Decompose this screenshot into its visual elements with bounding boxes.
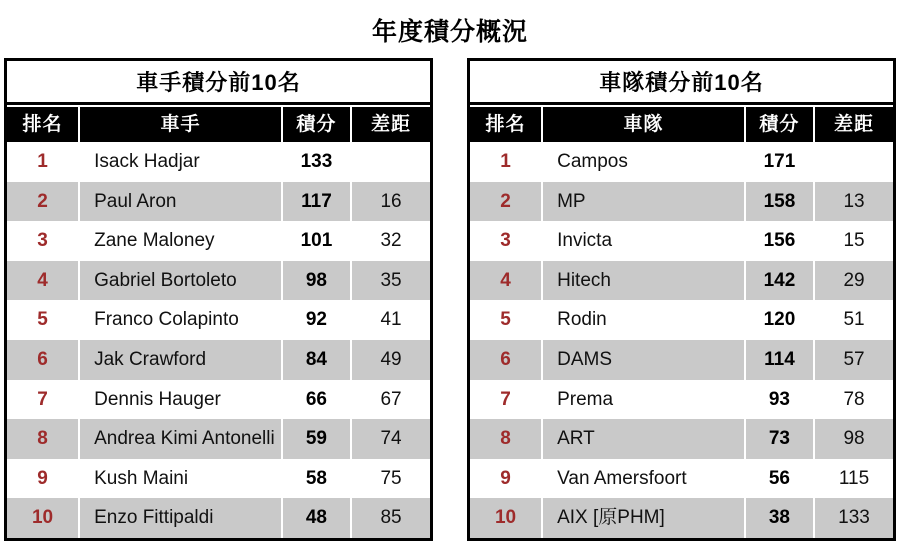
name-cell: Invicta xyxy=(543,221,744,261)
points-cell: 120 xyxy=(746,300,813,340)
gap-cell: 67 xyxy=(352,380,430,420)
driver-column-header-row xyxy=(7,105,430,142)
table-row xyxy=(7,498,430,538)
points-cell: 58 xyxy=(283,459,350,499)
table-row xyxy=(470,498,893,538)
table-row xyxy=(470,380,893,420)
points-cell: 93 xyxy=(746,380,813,420)
table-row xyxy=(7,419,430,459)
name-cell: Enzo Fittipaldi xyxy=(80,498,281,538)
page-title: 年度積分概況 xyxy=(371,18,528,46)
driver-column-header-gap: 差距 xyxy=(352,107,430,142)
points-cell: 142 xyxy=(746,261,813,301)
gap-cell: 49 xyxy=(352,340,430,380)
gap-cell: 29 xyxy=(815,261,893,301)
points-cell: 38 xyxy=(746,498,813,538)
points-cell: 114 xyxy=(746,340,813,380)
team-column-header-rank: 排名 xyxy=(470,107,541,142)
table-row xyxy=(470,300,893,340)
name-cell: Andrea Kimi Antonelli xyxy=(80,419,281,459)
table-row xyxy=(470,340,893,380)
team-table-rows xyxy=(470,142,893,538)
rank-cell: 5 xyxy=(7,300,78,340)
gap-cell: 41 xyxy=(352,300,430,340)
name-cell: Paul Aron xyxy=(80,182,281,222)
rank-cell: 10 xyxy=(7,498,78,538)
team-standings-table xyxy=(467,58,896,541)
gap-cell: 16 xyxy=(352,182,430,222)
gap-cell: 51 xyxy=(815,300,893,340)
table-row xyxy=(470,142,893,182)
points-cell: 171 xyxy=(746,142,813,182)
table-row xyxy=(7,340,430,380)
name-cell: Prema xyxy=(543,380,744,420)
team-column-header-gap: 差距 xyxy=(815,107,893,142)
driver-table-title: 車手積分前10名 xyxy=(7,61,430,105)
driver-column-header-name: 車手 xyxy=(80,107,281,142)
rank-cell: 6 xyxy=(7,340,78,380)
name-cell: Zane Maloney xyxy=(80,221,281,261)
points-cell: 73 xyxy=(746,419,813,459)
rank-cell: 10 xyxy=(470,498,541,538)
team-table-title: 車隊積分前10名 xyxy=(470,61,893,105)
gap-cell xyxy=(352,142,430,182)
gap-cell: 32 xyxy=(352,221,430,261)
driver-column-header-rank: 排名 xyxy=(7,107,78,142)
name-cell: Jak Crawford xyxy=(80,340,281,380)
gap-cell: 85 xyxy=(352,498,430,538)
name-cell: Gabriel Bortoleto xyxy=(80,261,281,301)
points-cell: 48 xyxy=(283,498,350,538)
rank-cell: 7 xyxy=(7,380,78,420)
points-cell: 133 xyxy=(283,142,350,182)
table-row xyxy=(470,182,893,222)
rank-cell: 2 xyxy=(470,182,541,222)
name-cell: Kush Maini xyxy=(80,459,281,499)
points-cell: 92 xyxy=(283,300,350,340)
table-row xyxy=(7,261,430,301)
name-cell: Hitech xyxy=(543,261,744,301)
team-column-header-points: 積分 xyxy=(746,107,813,142)
tables-container xyxy=(0,58,900,541)
gap-cell: 115 xyxy=(815,459,893,499)
rank-cell: 5 xyxy=(470,300,541,340)
team-column-header-name: 車隊 xyxy=(543,107,744,142)
name-cell: Franco Colapinto xyxy=(80,300,281,340)
driver-standings-table xyxy=(4,58,433,541)
name-cell: Campos xyxy=(543,142,744,182)
gap-cell: 74 xyxy=(352,419,430,459)
table-row xyxy=(7,221,430,261)
name-cell: Rodin xyxy=(543,300,744,340)
points-cell: 56 xyxy=(746,459,813,499)
rank-cell: 2 xyxy=(7,182,78,222)
gap-cell: 15 xyxy=(815,221,893,261)
rank-cell: 4 xyxy=(7,261,78,301)
rank-cell: 4 xyxy=(470,261,541,301)
table-row xyxy=(470,221,893,261)
name-cell: DAMS xyxy=(543,340,744,380)
points-cell: 84 xyxy=(283,340,350,380)
points-cell: 101 xyxy=(283,221,350,261)
points-cell: 66 xyxy=(283,380,350,420)
gap-cell: 35 xyxy=(352,261,430,301)
points-cell: 156 xyxy=(746,221,813,261)
table-row xyxy=(470,261,893,301)
gap-cell xyxy=(815,142,893,182)
gap-cell: 133 xyxy=(815,498,893,538)
rank-cell: 8 xyxy=(470,419,541,459)
table-row xyxy=(7,300,430,340)
rank-cell: 7 xyxy=(470,380,541,420)
table-row xyxy=(7,459,430,499)
name-cell: ART xyxy=(543,419,744,459)
gap-cell: 75 xyxy=(352,459,430,499)
rank-cell: 9 xyxy=(470,459,541,499)
rank-cell: 1 xyxy=(7,142,78,182)
driver-column-header-points: 積分 xyxy=(283,107,350,142)
table-row xyxy=(470,419,893,459)
table-row xyxy=(7,380,430,420)
name-cell: AIX [原PHM] xyxy=(543,498,744,538)
points-cell: 158 xyxy=(746,182,813,222)
name-cell: Dennis Hauger xyxy=(80,380,281,420)
rank-cell: 3 xyxy=(7,221,78,261)
rank-cell: 3 xyxy=(470,221,541,261)
points-cell: 98 xyxy=(283,261,350,301)
rank-cell: 8 xyxy=(7,419,78,459)
gap-cell: 98 xyxy=(815,419,893,459)
gap-cell: 13 xyxy=(815,182,893,222)
name-cell: MP xyxy=(543,182,744,222)
rank-cell: 1 xyxy=(470,142,541,182)
gap-cell: 57 xyxy=(815,340,893,380)
points-cell: 59 xyxy=(283,419,350,459)
team-column-header-row xyxy=(470,105,893,142)
gap-cell: 78 xyxy=(815,380,893,420)
points-cell: 117 xyxy=(283,182,350,222)
table-row xyxy=(7,182,430,222)
name-cell: Van Amersfoort xyxy=(543,459,744,499)
name-cell: Isack Hadjar xyxy=(80,142,281,182)
rank-cell: 9 xyxy=(7,459,78,499)
driver-table-rows xyxy=(7,142,430,538)
table-row xyxy=(7,142,430,182)
rank-cell: 6 xyxy=(470,340,541,380)
table-row xyxy=(470,459,893,499)
